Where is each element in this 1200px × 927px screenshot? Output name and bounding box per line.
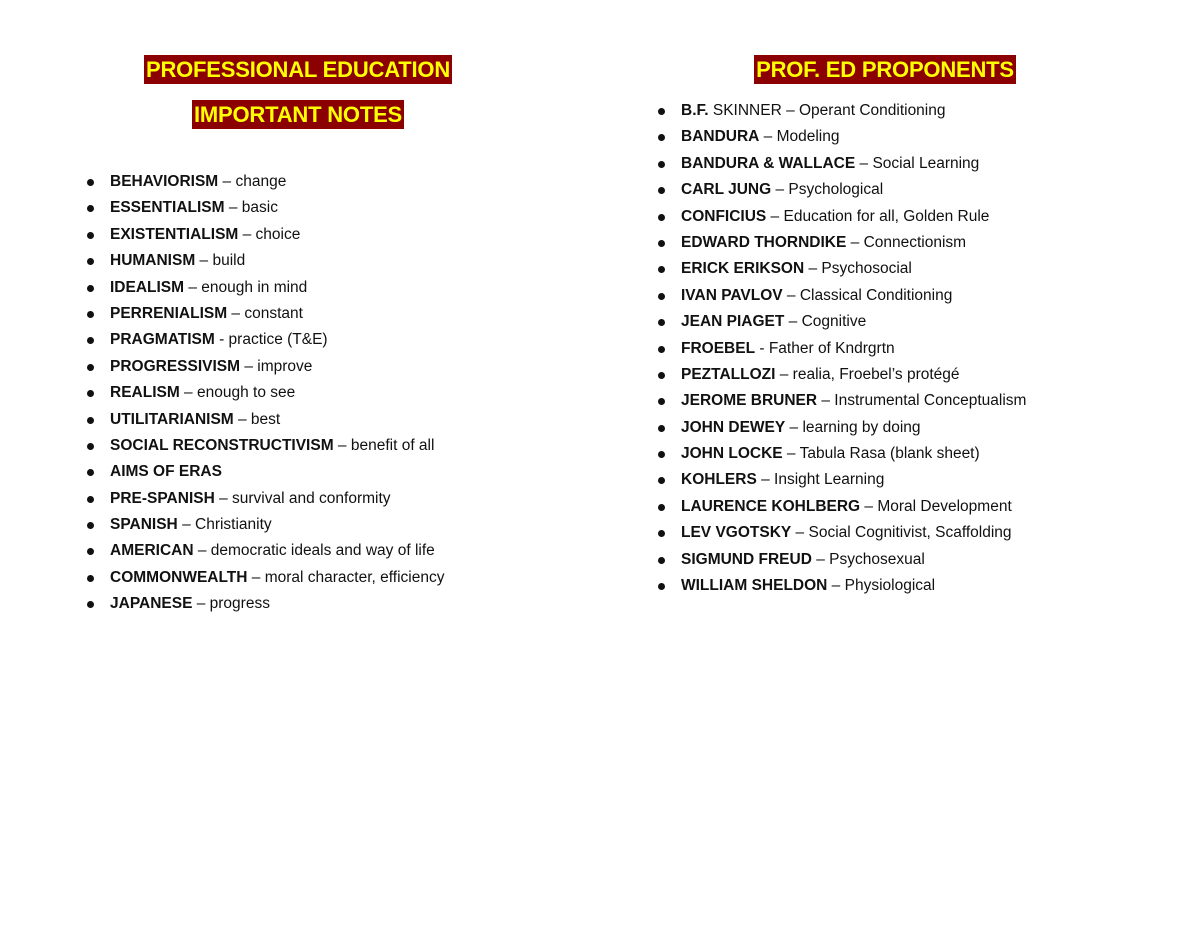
item-description: – Tabula Rasa (blank sheet)	[782, 445, 980, 463]
list-item	[655, 124, 1135, 150]
item-description: – Moral Development	[860, 497, 1012, 515]
bullet-icon	[87, 548, 94, 555]
list-item	[84, 538, 554, 564]
item-term: JOHN DEWEY	[681, 418, 786, 436]
item-description: – choice	[238, 225, 301, 243]
list-item	[84, 195, 554, 221]
list-item	[84, 407, 554, 433]
bullet-icon	[87, 390, 94, 397]
item-description: – progress	[192, 595, 270, 613]
philosophies-list	[84, 169, 554, 618]
item-term: IVAN PAVLOV	[681, 286, 783, 304]
right-column	[655, 55, 1135, 599]
list-item	[655, 467, 1135, 493]
list-item	[655, 441, 1135, 467]
item-description: – enough in mind	[184, 278, 308, 296]
list-item	[655, 177, 1135, 203]
item-term: LAURENCE KOHLBERG	[681, 497, 861, 515]
bullet-icon	[87, 311, 94, 318]
item-term: AMERICAN	[110, 542, 194, 560]
item-description: – basic	[224, 199, 278, 217]
item-description: – change	[218, 173, 287, 190]
item-description: – learning by doing	[785, 418, 921, 436]
item-description: – Social Learning	[855, 154, 980, 172]
list-item	[84, 459, 554, 485]
list-item	[655, 494, 1135, 520]
item-term: HUMANISM	[110, 252, 196, 270]
item-description: – benefit of all	[333, 436, 435, 454]
list-item	[655, 415, 1135, 441]
list-item	[655, 204, 1135, 230]
list-item	[655, 151, 1135, 177]
item-term: SIGMUND FREUD	[681, 550, 812, 568]
item-term: EXISTENTIALISM	[110, 225, 239, 243]
bullet-icon	[658, 425, 665, 432]
list-item	[84, 354, 554, 380]
item-term: PRAGMATISM	[110, 331, 215, 349]
item-term: BANDURA & WALLACE	[681, 154, 856, 172]
item-description: – realia, Froebel’s protégé	[775, 365, 960, 383]
item-term: COMMONWEALTH	[110, 568, 248, 586]
list-item	[655, 336, 1135, 362]
item-description: – improve	[240, 357, 313, 375]
list-item	[655, 309, 1135, 335]
item-term: BEHAVIORISM	[110, 173, 219, 190]
list-item	[655, 98, 1135, 124]
item-description: – survival and conformity	[214, 489, 391, 507]
list-item	[84, 565, 554, 591]
bullet-icon	[658, 451, 665, 458]
list-item	[655, 520, 1135, 546]
item-term: JOHN LOCKE	[681, 445, 783, 463]
item-term: ERICK ERIKSON	[681, 260, 805, 278]
item-term: CARL JUNG	[681, 181, 772, 199]
important-notes-heading: IMPORTANT NOTES	[193, 102, 403, 127]
bullet-icon	[87, 522, 94, 529]
item-term: IDEALISM	[110, 278, 185, 296]
bullet-icon	[87, 469, 94, 476]
list-item	[84, 248, 554, 274]
item-description: – Connectionism	[846, 233, 967, 251]
bullet-icon	[658, 398, 665, 405]
item-description: – Physiological	[827, 577, 936, 595]
bullet-icon	[658, 240, 665, 247]
bullet-icon	[658, 266, 665, 273]
right-heading-row	[655, 55, 1115, 84]
item-description: – best	[233, 410, 281, 428]
bullet-icon	[87, 285, 94, 292]
item-term: PRE-SPANISH	[110, 489, 215, 507]
list-item	[655, 547, 1135, 573]
item-description: – Education for all, Golden Rule	[766, 207, 990, 225]
list-item	[655, 362, 1135, 388]
bullet-icon	[87, 417, 94, 424]
bullet-icon	[658, 161, 665, 168]
item-description: – build	[195, 252, 246, 270]
list-item	[84, 433, 554, 459]
bullet-icon	[87, 205, 94, 212]
item-term: SOCIAL RECONSTRUCTIVISM	[110, 436, 334, 454]
list-item	[655, 230, 1135, 256]
list-item	[84, 275, 554, 301]
bullet-icon	[87, 496, 94, 503]
item-term: EDWARD THORNDIKE	[681, 233, 847, 251]
bullet-icon	[87, 179, 94, 186]
item-term: LEV VGOTSKY	[681, 524, 792, 542]
list-item	[655, 388, 1135, 414]
item-description: – Instrumental Conceptualism	[817, 392, 1027, 410]
bullet-icon	[658, 346, 665, 353]
bullet-icon	[658, 372, 665, 379]
bullet-icon	[87, 601, 94, 608]
item-term: BANDURA	[681, 128, 760, 146]
item-term: FROEBEL	[681, 339, 756, 357]
item-description: – enough to see	[179, 384, 296, 402]
item-term: PROGRESSIVISM	[110, 357, 241, 375]
item-description: – Christianity	[177, 516, 272, 534]
item-term: UTILITARIANISM	[110, 410, 234, 428]
bullet-icon	[658, 504, 665, 511]
list-item	[84, 591, 554, 617]
bullet-icon	[87, 337, 94, 344]
bullet-icon	[658, 583, 665, 590]
item-description: – Psychological	[771, 181, 884, 199]
item-description: – democratic ideals and way of life	[193, 542, 435, 560]
bullet-icon	[87, 258, 94, 265]
bullet-icon	[658, 214, 665, 221]
list-item	[655, 573, 1135, 599]
item-description: – moral character, efficiency	[247, 568, 445, 586]
item-description: – Social Cognitivist, Scaffolding	[791, 524, 1012, 542]
list-item	[84, 169, 554, 195]
item-description: – Insight Learning	[756, 471, 885, 489]
item-term: JEROME BRUNER	[681, 392, 818, 410]
item-term: ESSENTIALISM	[110, 199, 225, 217]
left-subheading-row	[68, 100, 528, 129]
bullet-icon	[87, 364, 94, 371]
item-term: B.F.	[681, 102, 709, 119]
item-term: KOHLERS	[681, 471, 757, 489]
item-description: – Classical Conditioning	[782, 286, 953, 304]
item-term: JEAN PIAGET	[681, 313, 785, 331]
item-term: PERRENIALISM	[110, 304, 228, 322]
list-item	[84, 380, 554, 406]
bullet-icon	[658, 108, 665, 115]
proponents-list	[655, 98, 1135, 599]
list-item	[84, 327, 554, 353]
left-column	[84, 55, 554, 618]
list-item	[84, 512, 554, 538]
item-description: – Psychosocial	[804, 260, 912, 278]
item-term: JAPANESE	[110, 595, 193, 613]
bullet-icon	[87, 443, 94, 450]
item-description: - practice (T&E)	[214, 331, 328, 349]
list-item	[84, 301, 554, 327]
item-term: PEZTALLOZI	[681, 365, 776, 383]
item-term: AIMS OF ERAS	[110, 463, 222, 481]
item-description: – constant	[227, 304, 303, 322]
bullet-icon	[87, 232, 94, 239]
item-description: – Cognitive	[784, 313, 867, 331]
bullet-icon	[658, 187, 665, 194]
bullet-icon	[658, 134, 665, 141]
list-item	[655, 256, 1135, 282]
bullet-icon	[658, 530, 665, 537]
item-description: – Modeling	[759, 128, 840, 146]
list-item	[655, 283, 1135, 309]
bullet-icon	[658, 477, 665, 484]
item-description: SKINNER – Operant Conditioning	[708, 102, 946, 119]
bullet-icon	[658, 557, 665, 564]
left-heading-row	[68, 55, 528, 84]
item-term: CONFICIUS	[681, 207, 767, 225]
item-term: SPANISH	[110, 516, 178, 534]
proponents-heading: PROF. ED PROPONENTS	[756, 57, 1014, 82]
item-description: - Father of Kndrgrtn	[755, 339, 895, 357]
item-description: – Psychosexual	[811, 550, 925, 568]
bullet-icon	[658, 319, 665, 326]
list-item	[84, 222, 554, 248]
list-item	[84, 486, 554, 512]
professional-education-heading: PROFESSIONAL EDUCATION	[145, 57, 451, 82]
item-term: REALISM	[110, 384, 180, 402]
item-term: WILLIAM SHELDON	[681, 577, 828, 595]
bullet-icon	[87, 575, 94, 582]
bullet-icon	[658, 293, 665, 300]
